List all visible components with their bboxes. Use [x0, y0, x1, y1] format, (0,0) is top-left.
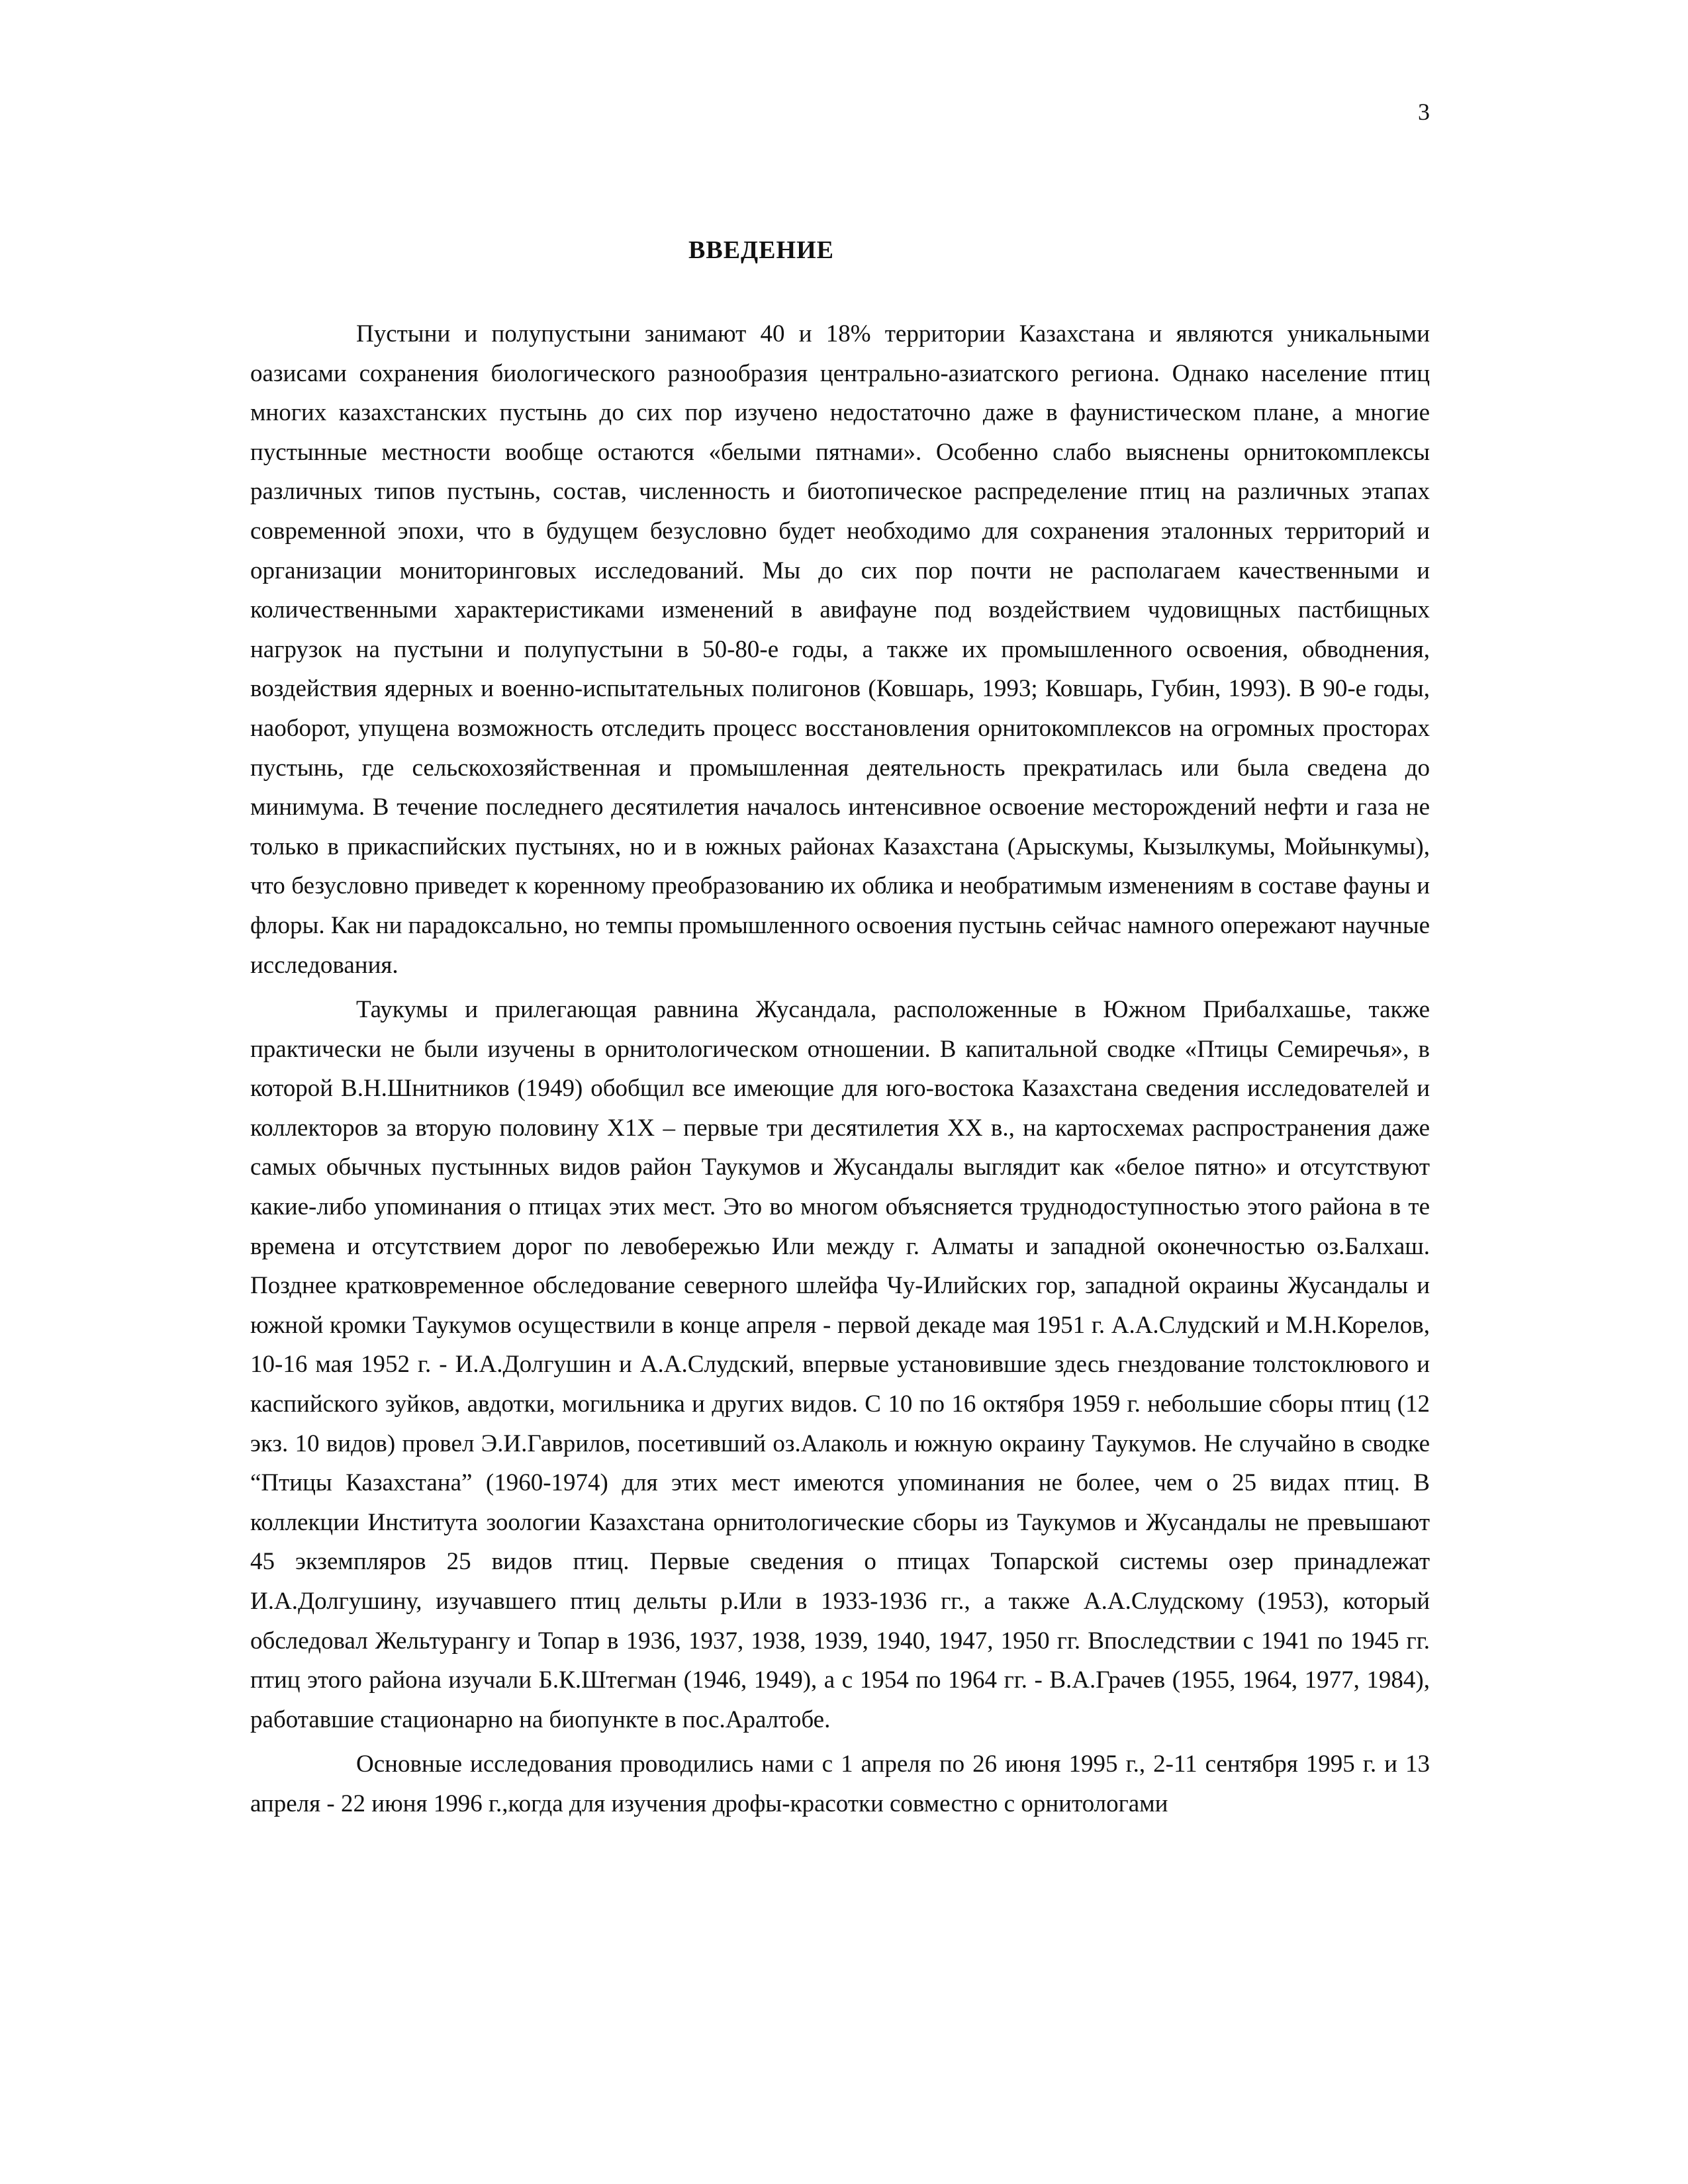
page-title: ВВЕДЕНИЕ [688, 236, 834, 264]
body-text [250, 314, 1430, 1824]
paragraph-research-dates: Основные исследования проводились нами с 1 апреля по 26 июня 1995 г., 2-11 сентября 1995 г. и 13 апреля - 22 июня 1996 г.,когда для изучения дрофы-красотки совместно с орнитологами [250, 1751, 1430, 1817]
paragraph-intro: Пустыни и полупустыни занимают 40 и 18% территории Казахстана и являются уникальными оазисами сохранения биологического разнообразия центрально-азиатского региона. Однако население птиц многих казахстанских пустынь до сих пор изучено недостаточно даже в фаунистическом плане, а многие пустынные местности вообще остаются «белыми пятнами». Особенно слабо выяснены орнитокомплексы различных типов пустынь, состав, численность и биотопическое распределение птиц на различных этапах современной эпохи, что в будущем безусловно будет необходимо для сохранения эталонных территорий и организации мониторинговых исследований. Мы до сих пор почти не располагаем качественными и количественными характеристиками изменений в авифауне под воздействием чудовищных пастбищных нагрузок на пустыни и полупустыни в 50-80-е годы, а также их промышленного освоения, обводнения, воздействия ядерных и военно-испытательных полигонов (Ковшарь, 1993; Ковшарь, Губин, 1993). В 90-е годы, наоборот, упущена возможность отследить процесс восстановления орнитокомплексов на огромных просторах пустынь, где сельскохозяйственная и промышленная деятельность прекратилась или была сведена до минимума. В течение последнего десятилетия началось интенсивное освоение месторождений нефти и газа не только в прикаспийских пустынях, но и в южных районах Казахстана (Арыскумы, Кызылкумы, Мойынкумы), что безусловно приведет к коренному преобразованию их облика и необратимым изменениям в составе фауны и флоры. Как ни парадоксально, но темпы промышленного освоения пустынь сейчас намного опережают научные исследования. [250, 320, 1430, 979]
paragraph-taukum-history: Таукумы и прилегающая равнина Жусандала, расположенные в Южном Прибалхашье, также практически не были изучены в орнитологическом отношении. В капитальной сводке «Птицы Семиречья», в которой В.Н.Шнитников (1949) обобщил все имеющие для юго-востока Казахстана сведения исследователей и коллекторов за вторую половину X1X – первые три десятилетия XX в., на картосхемах распространения даже самых обычных пустынных видов район Таукумов и Жусандалы выглядит как «белое пятно» и отсутствуют какие-либо упоминания о птицах этих мест. Это во многом объясняется труднодоступностью этого района в те времена и отсутствием дорог по левобережью Или между г. Алматы и западной оконечностью оз.Балхаш. Позднее кратковременное обследование северного шлейфа Чу-Илийских гор, западной окраины Жусандалы и южной кромки Таукумов осуществили в конце апреля - первой декаде мая 1951 г. А.А.Слудский и М.Н.Корелов, 10-16 мая 1952 г. - И.А.Долгушин и А.А.Слудский, впервые установившие здесь гнездование толстоклювого и каспийского зуйков, авдотки, могильника и других видов. С 10 по 16 октября 1959 г. небольшие сборы птиц (12 экз. 10 видов) провел Э.И.Гаврилов, посетивший оз.Алаколь и южную окраину Таукумов. Не случайно в сводке “Птицы Казахстана” (1960-1974) для этих мест имеются упоминания не более, чем о 25 видах птиц. В коллекции Института зоологии Казахстана орнитологические сборы из Таукумов и Жусандалы не превышают 45 экземпляров 25 видов птиц. Первые сведения о птицах Топарской системы озер принадлежат И.А.Долгушину, изучавшего птиц дельты р.Или в 1933-1936 гг., а также А.А.Слудскому (1953), который обследовал Жельтурангу и Топар в 1936, 1937, 1938, 1939, 1940, 1947, 1950 гг. Впоследствии с 1941 по 1945 гг. птиц этого района изучали Б.К.Штегман (1946, 1949), а с 1954 по 1964 гг. - В.А.Грачев (1955, 1964, 1977, 1984), работавшие стационарно на биопункте в пос.Аралтобе. [250, 996, 1430, 1733]
page-number: 3 [1418, 99, 1430, 125]
